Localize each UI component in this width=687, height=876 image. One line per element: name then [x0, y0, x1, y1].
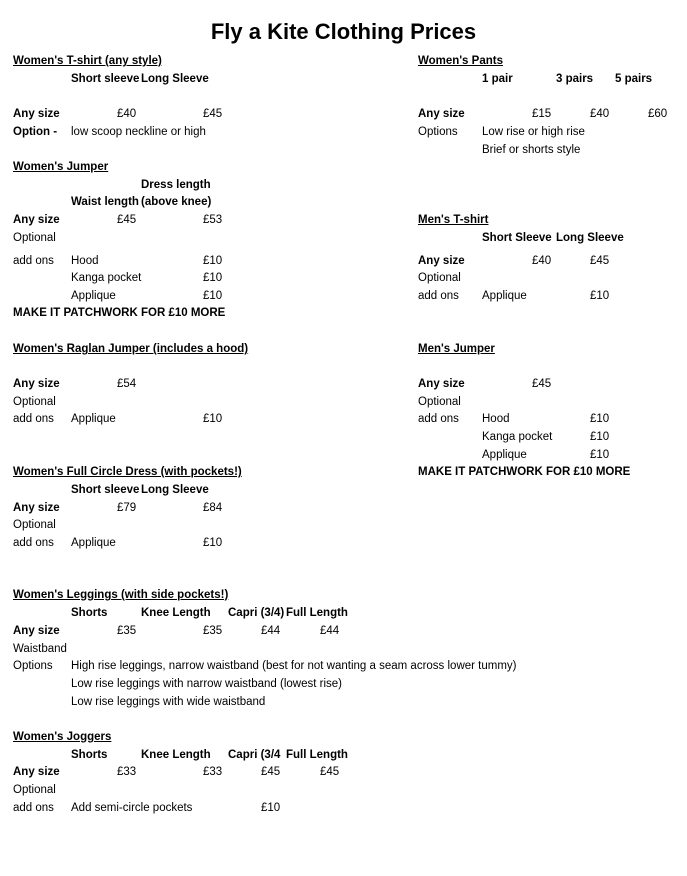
price: £15	[532, 108, 552, 120]
page-title: Fly a Kite Clothing Prices	[210, 19, 477, 44]
section-heading: Men's T-shirt	[418, 214, 489, 226]
addon-price: £10	[203, 255, 223, 267]
column-header: Full Length	[286, 749, 348, 761]
price: £60	[648, 108, 668, 120]
column-header: Full Length	[286, 607, 348, 619]
row-label: Any size	[418, 255, 465, 267]
patchwork-note: MAKE IT PATCHWORK FOR £10 MORE	[13, 307, 226, 319]
row-label: Any size	[13, 502, 60, 514]
price: £40	[590, 108, 610, 120]
column-header: Shorts	[71, 749, 108, 761]
row-label: Any size	[418, 378, 465, 390]
column-header: 1 pair	[482, 73, 513, 85]
row-label: add ons	[418, 413, 459, 425]
section-heading: Women's T-shirt (any style)	[13, 55, 162, 67]
price: £35	[117, 625, 137, 637]
addon-name: Add semi-circle pockets	[71, 802, 193, 814]
addon-price: £10	[203, 272, 223, 284]
row-label: Option -	[13, 126, 58, 138]
addon-name: Hood	[71, 255, 99, 267]
option-text: low scoop neckline or high	[71, 126, 206, 138]
option-text: Brief or shorts style	[482, 144, 581, 156]
row-label: add ons	[13, 413, 54, 425]
addon-name: Applique	[482, 290, 527, 302]
section-heading: Men's Jumper	[418, 343, 495, 355]
row-label: Waistband	[13, 643, 67, 655]
row-label: add ons	[13, 537, 54, 549]
row-label: Any size	[13, 378, 60, 390]
addon-price: £10	[203, 537, 223, 549]
column-header: Shorts	[71, 607, 108, 619]
addon-name: Applique	[71, 290, 116, 302]
row-label: Options	[418, 126, 458, 138]
addon-price: £10	[590, 413, 610, 425]
section-heading: Women's Joggers	[13, 731, 112, 743]
price: £40	[532, 255, 552, 267]
price: £45	[117, 214, 137, 226]
price: £84	[203, 502, 223, 514]
column-header: Knee Length	[141, 749, 211, 761]
price: £40	[117, 108, 137, 120]
row-label: Optional	[13, 784, 56, 796]
row-label: add ons	[418, 290, 459, 302]
addon-price: £10	[203, 290, 223, 302]
row-label: Any size	[13, 766, 60, 778]
addon-name: Kanga pocket	[482, 431, 553, 443]
column-header: Long Sleeve	[141, 484, 209, 496]
row-label: Any size	[418, 108, 465, 120]
column-header: Long Sleeve	[141, 73, 209, 85]
row-label: Optional	[13, 232, 56, 244]
row-label: Any size	[13, 214, 60, 226]
column-header: 3 pairs	[556, 73, 594, 85]
row-label: Any size	[13, 108, 60, 120]
column-header: 5 pairs	[615, 73, 653, 85]
column-header: Short sleeve	[71, 484, 140, 496]
price: £45	[261, 766, 281, 778]
section-heading: Women's Full Circle Dress (with pockets!)	[13, 466, 242, 478]
addon-name: Applique	[71, 537, 116, 549]
column-header: Capri (3/4)	[228, 607, 285, 619]
column-header: Waist length	[71, 196, 139, 208]
addon-price: £10	[203, 413, 223, 425]
price: £53	[203, 214, 223, 226]
price: £45	[532, 378, 552, 390]
price: £33	[203, 766, 223, 778]
option-text: High rise leggings, narrow waistband (best for not wanting a seam across lower tummy)	[71, 660, 517, 672]
row-label: Optional	[13, 396, 56, 408]
addon-name: Applique	[71, 413, 116, 425]
section-heading: Women's Jumper	[13, 161, 109, 173]
price: £44	[261, 625, 281, 637]
addon-price: £10	[590, 449, 610, 461]
column-header: Short Sleeve	[482, 232, 552, 244]
option-text: Low rise or high rise	[482, 126, 585, 138]
price: £54	[117, 378, 137, 390]
price: £45	[590, 255, 610, 267]
column-header: Capri (3/4	[228, 749, 281, 761]
addon-name: Kanga pocket	[71, 272, 142, 284]
addon-name: Hood	[482, 413, 510, 425]
option-text: Low rise leggings with wide waistband	[71, 696, 266, 708]
option-text: Low rise leggings with narrow waistband (lowest rise)	[71, 678, 343, 690]
addon-name: Applique	[482, 449, 527, 461]
row-label: add ons	[13, 255, 54, 267]
price: £35	[203, 625, 223, 637]
row-label: add ons	[13, 802, 54, 814]
section-heading: Women's Leggings (with side pockets!)	[13, 589, 229, 601]
price: £44	[320, 625, 340, 637]
row-label: Options	[13, 660, 53, 672]
column-header: Knee Length	[141, 607, 211, 619]
section-heading: Women's Pants	[418, 55, 503, 67]
column-header: (above knee)	[141, 196, 212, 208]
column-header: Short sleeve	[71, 73, 140, 85]
row-label: Optional	[418, 396, 461, 408]
row-label: Optional	[418, 272, 461, 284]
column-header: Long Sleeve	[556, 232, 624, 244]
addon-price: £10	[261, 802, 281, 814]
price: £45	[203, 108, 223, 120]
price: £45	[320, 766, 340, 778]
price: £33	[117, 766, 137, 778]
row-label: Any size	[13, 625, 60, 637]
addon-price: £10	[590, 431, 610, 443]
column-header: Dress length	[141, 179, 211, 191]
price: £79	[117, 502, 137, 514]
section-heading: Women's Raglan Jumper (includes a hood)	[13, 343, 249, 355]
addon-price: £10	[590, 290, 610, 302]
row-label: Optional	[13, 519, 56, 531]
patchwork-note: MAKE IT PATCHWORK FOR £10 MORE	[418, 466, 631, 478]
